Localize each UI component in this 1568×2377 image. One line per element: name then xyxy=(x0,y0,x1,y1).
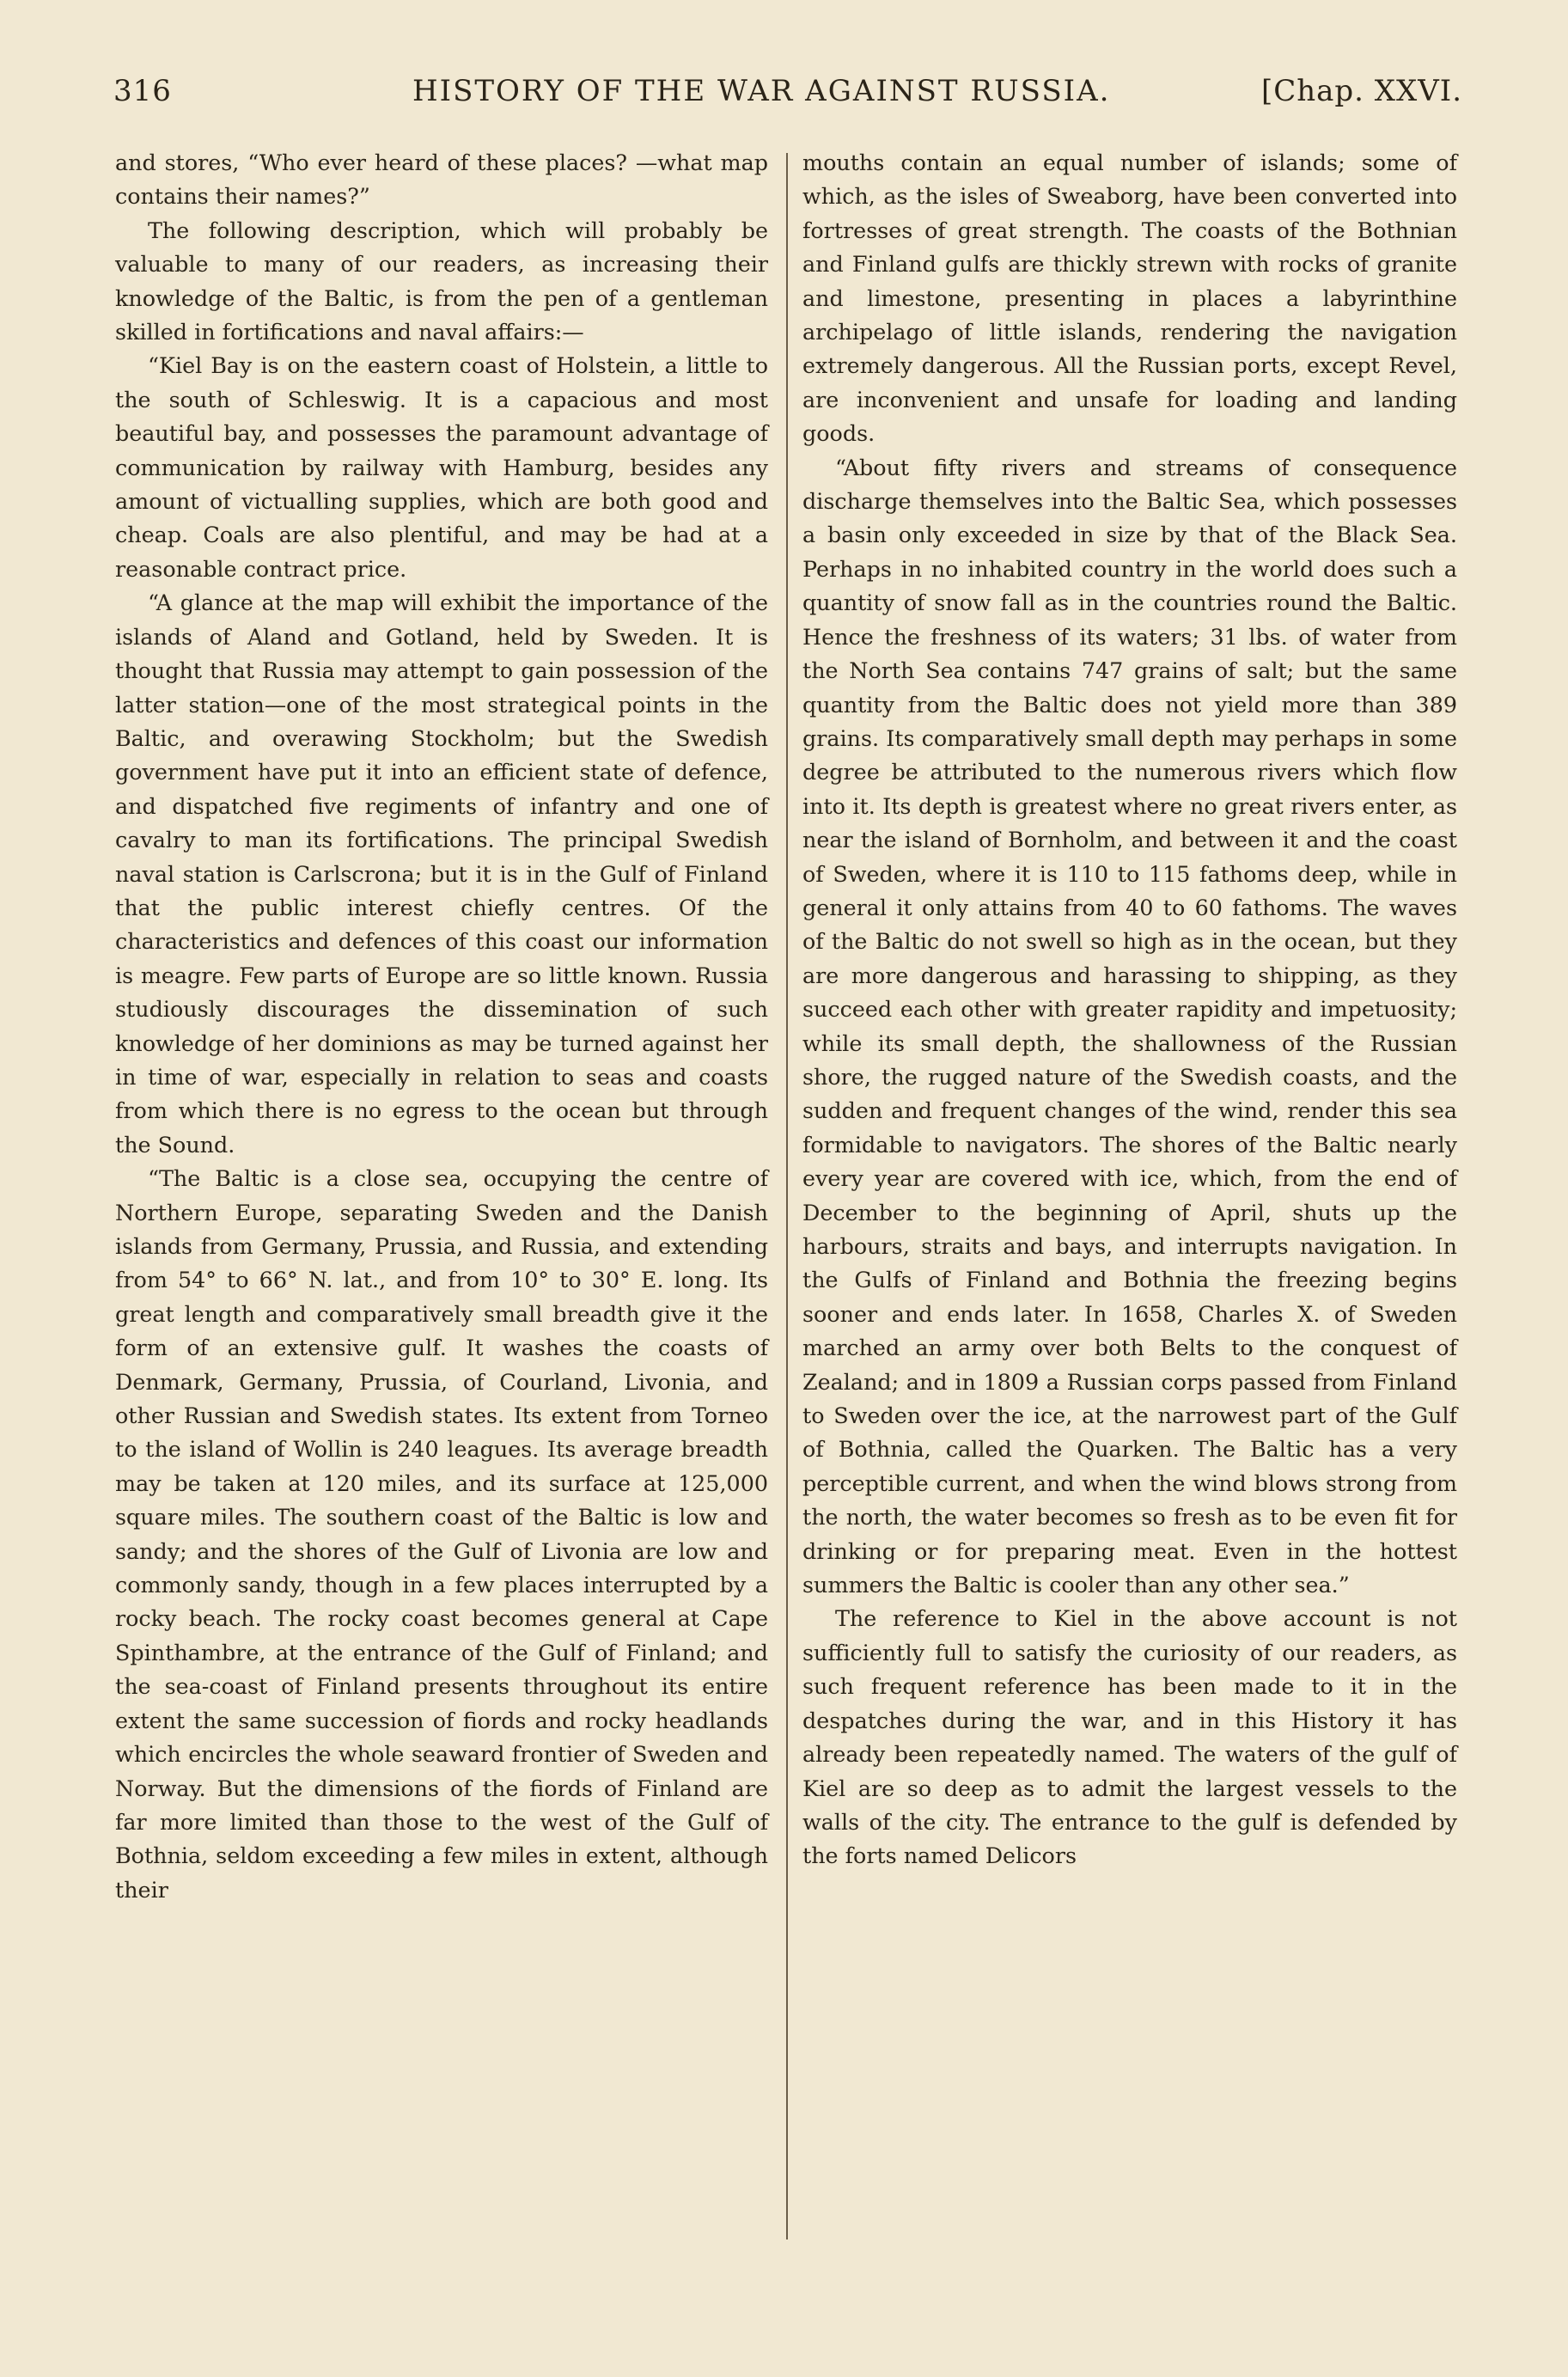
left-column xyxy=(115,146,768,1907)
page-header xyxy=(113,74,1462,125)
running-title: HISTORY OF THE WAR AGAINST RUSSIA. xyxy=(412,74,1111,108)
right-column xyxy=(802,146,1457,1873)
column-divider xyxy=(786,153,788,2240)
paragraph: mouths contain an equal number of islands; some of which, as the isles of Sweaborg, have been converted into fortresses of great strength. The coasts of the Bothnian and Finland gulfs are thickly strewn with rocks of granite and limestone, presenting in places a labyrinthine archipelago of little islands, rendering the navigation extremely dangerous. All the Russian ports, except Revel, are inconvenient and unsafe for loading and landing goods. xyxy=(802,150,1457,447)
paragraph: “A glance at the map will exhibit the importance of the islands of Aland and Gotland, held by Sweden. It is thought that Russia may attempt to gain possession of the latter station—one of the most strategical points in the Baltic, and overawing Stockholm; but the Swedish government have put it into an efficient state of defence, and dispatched five regiments of infantry and one of cavalry to man its fortifications. The principal Swedish naval station is Carlscrona; but it is in the Gulf of Finland that the public interest chiefly centres. Of the characteristics and defences of this coast our information is meagre. Few parts of Europe are so little known. Russia studiously discourages the dissemination of such knowledge of her dominions as may be turned against her in time of war, especially in relation to seas and coasts from which there is no egress to the ocean but through the Sound. xyxy=(115,590,768,1158)
paragraph: and stores, “Who ever heard of these places? —what map contains their names?” xyxy=(115,150,768,210)
chapter-label: [Chap. XXVI. xyxy=(1260,74,1462,108)
paragraph: “Kiel Bay is on the eastern coast of Holstein, a little to the south of Schleswig. It is a capacious and most beautiful bay, and possesses the paramount advantage of communication by railway with Hamburg, besides any amount of victualling supplies, which are both good and cheap. Coals are also plentiful, and may be had at a reasonable contract price. xyxy=(115,352,768,582)
page-number: 316 xyxy=(113,74,172,108)
paragraph: The reference to Kiel in the above account is not sufficiently full to satisfy the curiosity of our readers, as such frequent reference has been made to it in the despatches during the war, and in this History it has already been repeatedly named. The waters of the gulf of Kiel are so deep as to admit the largest vessels to the walls of the city. The entrance to the gulf is defended by the forts named Delicors xyxy=(802,1605,1457,1869)
paragraph: “About fifty rivers and streams of consequence discharge themselves into the Baltic Sea, which possesses a basin only exceeded in size by that of the Black Sea. Perhaps in no inhabited country in the world does such a quantity of snow fall as in the countries round the Baltic. Hence the freshness of its waters; 31 lbs. of water from the North Sea contains 747 grains of salt; but the same quantity from the Baltic does not yield more than 389 grains. Its comparatively small depth may perhaps in some degree be attributed to the numerous rivers which flow into it. Its depth is greatest where no great rivers enter, as near the island of Bornholm, and between it and the coast of Sweden, where it is 110 to 115 fathoms deep, while in general it only attains from 40 to 60 fathoms. The waves of the Baltic do not swell so high as in the ocean, but they are more dangerous and harassing to shipping, as they succeed each other with greater rapidity and impetuosity; while its small depth, the shallowness of the Russian shore, the rugged nature of the Swedish coasts, and the sudden and frequent changes of the wind, render this sea formidable to navigators. The shores of the Baltic nearly every year are covered with ice, which, from the end of December to the beginning of April, shuts up the harbours, straits and bays, and interrupts navigation. In the Gulfs of Finland and Bothnia the freezing begins sooner and ends later. In 1658, Charles X. of Sweden marched an army over both Belts to the conquest of Zealand; and in 1809 a Russian corps passed from Finland to Sweden over the ice, at the narrowest part of the Gulf of Bothnia, called the Quarken. The Baltic has a very perceptible current, and when the wind blows strong from the north, the water becomes so fresh as to be even fit for drinking or for preparing meat. Even in the hottest summers the Baltic is cooler than any other sea.” xyxy=(802,454,1457,1598)
paragraph: The following description, which will probably be valuable to many of our readers, as increasing their knowledge of the Baltic, is from the pen of a gentleman skilled in fortifications and naval affairs:— xyxy=(115,217,768,345)
paragraph: “The Baltic is a close sea, occupying the centre of Northern Europe, separating Sweden and the Danish islands from Germany, Prussia, and Russia, and extending from 54° to 66° N. lat., and from 10° to 30° E. long. Its great length and comparatively small breadth give it the form of an extensive gulf. It washes the coasts of Denmark, Germany, Prussia, of Courland, Livonia, and other Russian and Swedish states. Its extent from Torneo to the island of Wollin is 240 leagues. Its average breadth may be taken at 120 miles, and its surface at 125,000 square miles. The southern coast of the Baltic is low and sandy; and the shores of the Gulf of Livonia are low and commonly sandy, though in a few places interrupted by a rocky beach. The rocky coast becomes general at Cape Spinthambre, at the entrance of the Gulf of Finland; and the sea-coast of Finland presents throughout its entire extent the same succession of fiords and rocky headlands which encircles the whole seaward frontier of Sweden and Norway. But the dimensions of the fiords of Finland are far more limited than those to the west of the Gulf of Bothnia, seldom exceeding a few miles in extent, although their xyxy=(115,1165,768,1903)
